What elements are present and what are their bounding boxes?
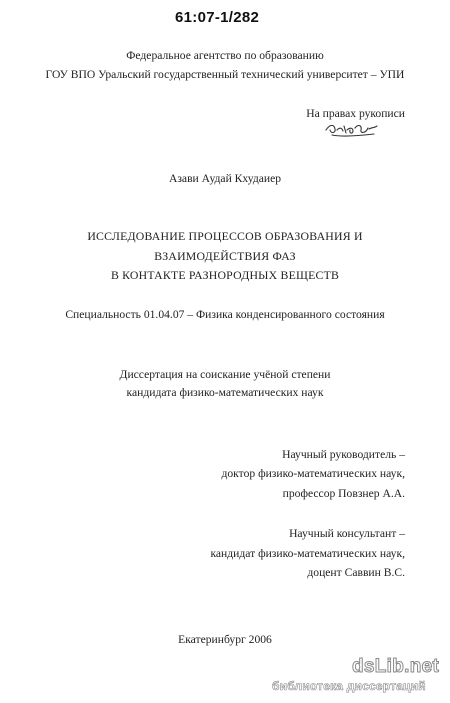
- agency-name: Федеральное агентство по образованию: [126, 49, 324, 62]
- document-code: 61:07-1/282: [175, 9, 260, 26]
- university-name: ГОУ ВПО Уральский государственный технический университет – УПИ: [45, 68, 405, 81]
- supervisor-degree: доктор физико-математических наук,: [221, 467, 405, 480]
- consultant-role: Научный консультант –: [289, 527, 405, 540]
- city-year: Екатеринбург 2006: [178, 633, 272, 646]
- consultant-degree: кандидат физико-математических наук,: [210, 547, 405, 560]
- author-name: Азави Аудай Кхудаиер: [168, 172, 282, 185]
- specialty: Специальность 01.04.07 – Физика конденсированного состояния: [65, 308, 385, 321]
- consultant-name: доцент Саввин В.С.: [307, 566, 405, 579]
- dissertation-line-1: Диссертация на соискание учёной степени: [119, 368, 331, 381]
- handwritten-signature: [322, 118, 382, 140]
- title-line-1: ИССЛЕДОВАНИЕ ПРОЦЕССОВ ОБРАЗОВАНИЯ И: [87, 229, 363, 243]
- title-line-2: ВЗАИМОДЕЙСТВИЯ ФАЗ: [154, 249, 296, 263]
- watermark-logo: dsLib.net: [352, 656, 440, 677]
- watermark-caption: библиотека диссертаций: [272, 679, 426, 693]
- dissertation-line-2: кандидата физико-математических наук: [126, 386, 324, 399]
- rights-note: На правах рукописи: [306, 107, 405, 120]
- supervisor-role: Научный руководитель –: [282, 448, 405, 461]
- title-line-3: В КОНТАКТЕ РАЗНОРОДНЫХ ВЕЩЕСТВ: [110, 268, 340, 282]
- supervisor-name: профессор Повзнер А.А.: [282, 487, 405, 500]
